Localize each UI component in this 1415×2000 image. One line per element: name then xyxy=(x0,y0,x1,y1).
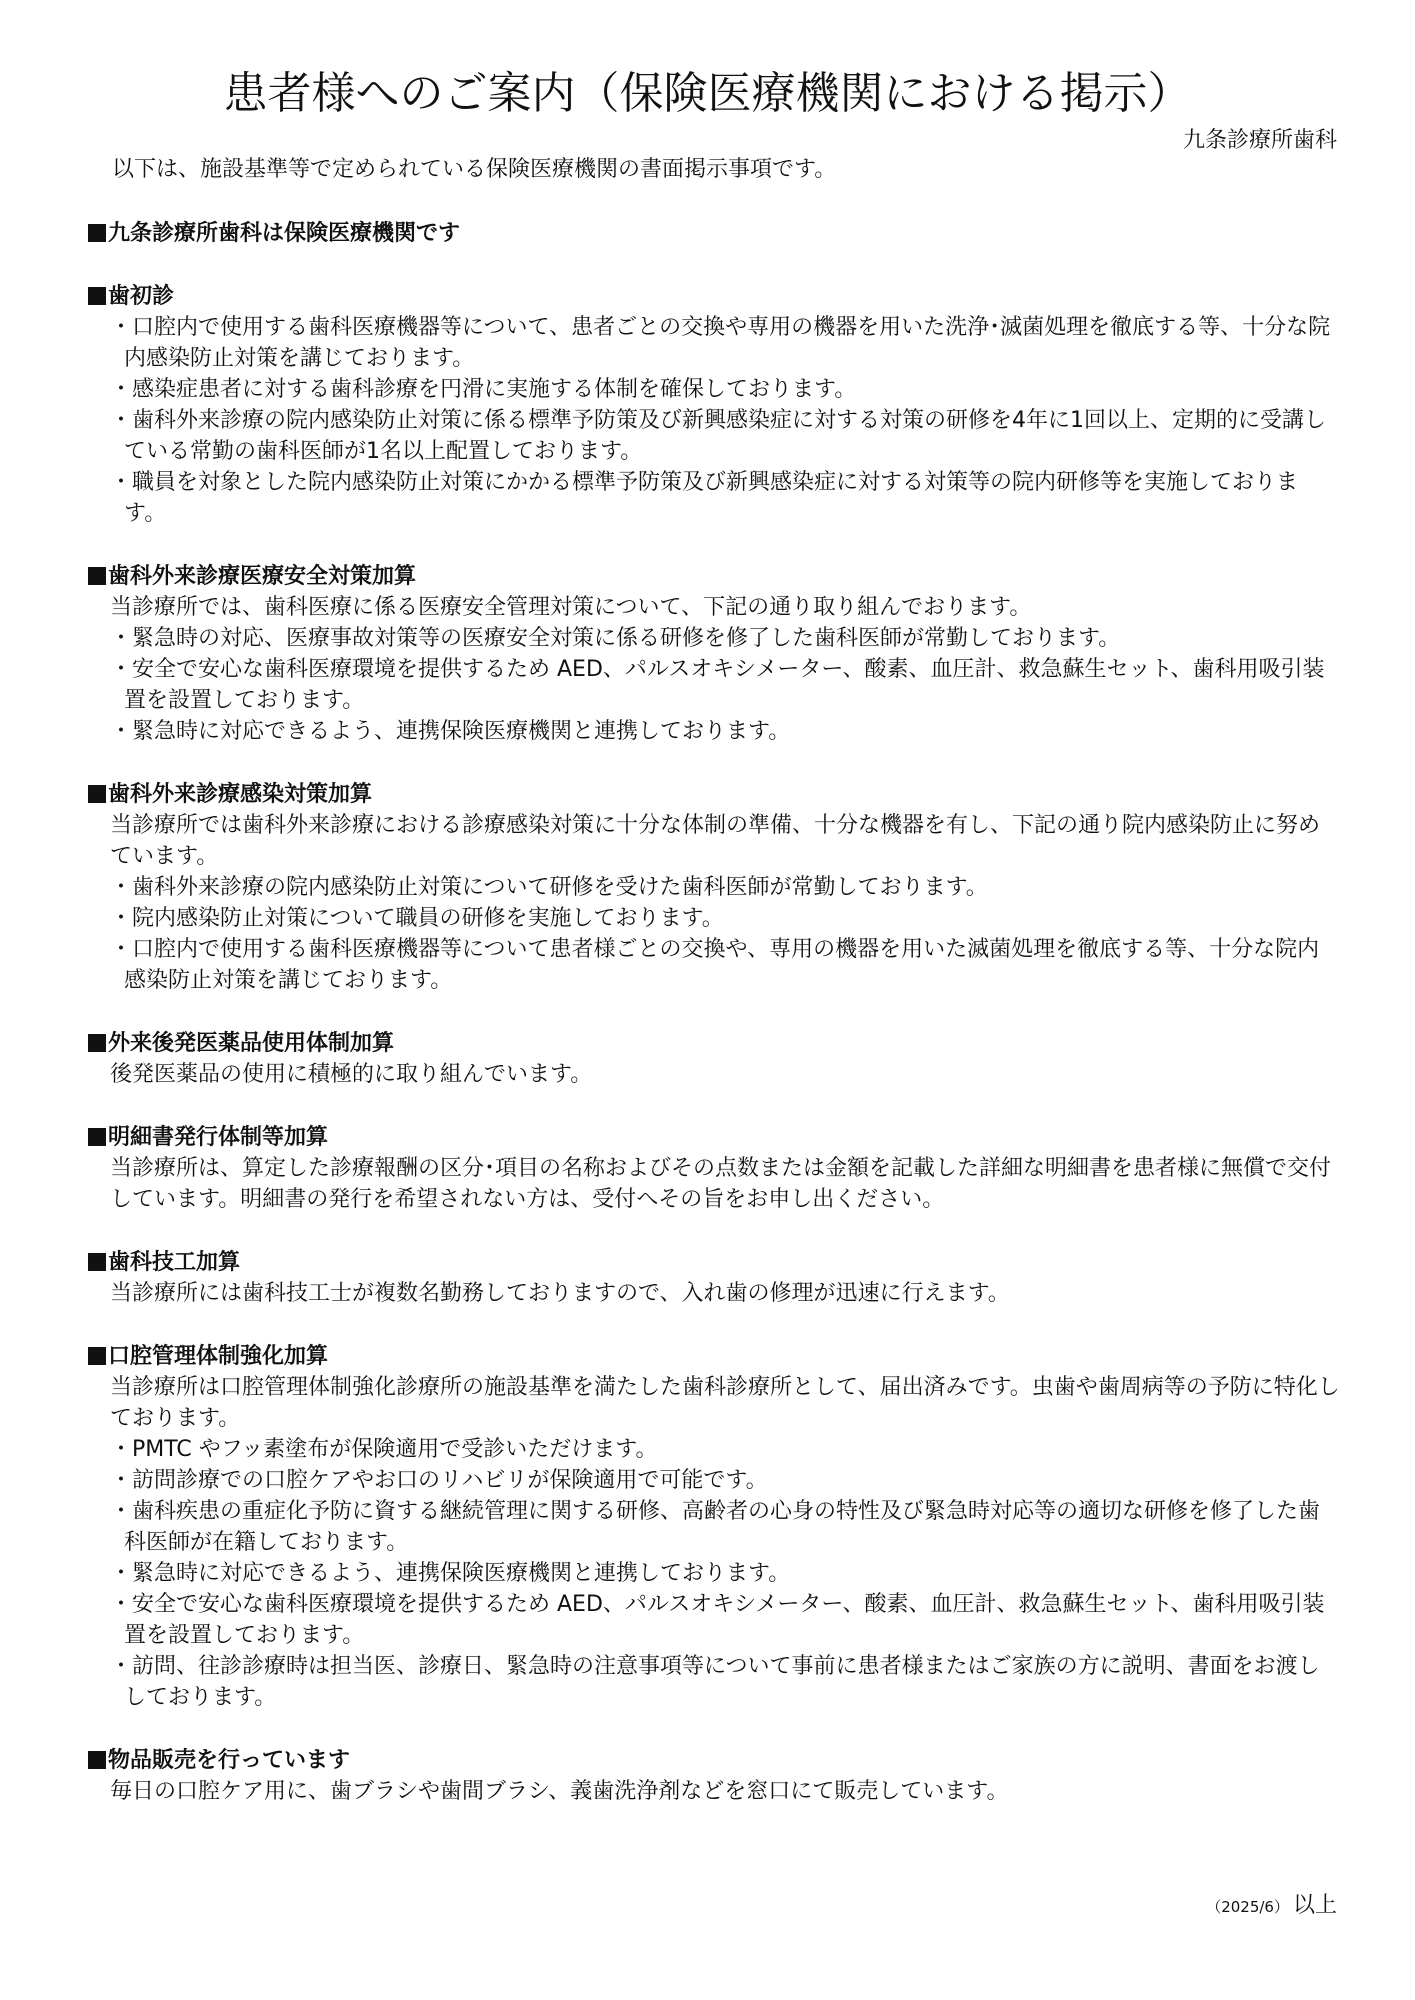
section-heading-text: 九条診療所歯科は保険医療機関です xyxy=(108,221,461,246)
footer-date: （2025/6） xyxy=(1206,1898,1289,1916)
footer xyxy=(1206,1891,1337,1922)
section-heading xyxy=(88,218,1340,249)
section-paragraph: 後発医薬品の使用に積極的に取り組んでいます。 xyxy=(110,1062,593,1087)
bullet-item: ・口腔内で使用する歯科医療機器等について患者様ごとの交換や、専用の機器を用いた滅菌処理を徹底する等、十分な院内感染防止対策を講じております。 xyxy=(110,937,1320,993)
black-square-icon xyxy=(88,224,106,242)
bullet-item: ・安全で安心な歯科医療環境を提供するため AED、パルスオキシメーター、酸素、血圧計、救急蘇生セット、歯科用吸引装置を設置しております。 xyxy=(110,657,1325,713)
section xyxy=(88,1247,1340,1309)
black-square-icon xyxy=(88,785,106,803)
section-paragraph: 当診療所は、算定した診療報酬の区分･項目の名称およびその点数または金額を記載した詳細な明細書を患者様に無償で交付しています。明細書の発行を希望されない方は、受付へその旨をお申し出ください。 xyxy=(110,1156,1332,1212)
bullet-item: ・訪問診療での口腔ケアやお口のリハビリが保険適用で可能です。 xyxy=(110,1468,768,1493)
section-heading xyxy=(88,561,1340,592)
bullet-item: ・院内感染防止対策について職員の研修を実施しております。 xyxy=(110,906,724,931)
section xyxy=(88,1122,1340,1215)
bullet-item: ・緊急時の対応、医療事故対策等の医療安全対策に係る研修を修了した歯科医師が常勤しております。 xyxy=(110,626,1121,651)
bullet-item: ・歯科疾患の重症化予防に資する継続管理に関する研修、高齢者の心身の特性及び緊急時対応等の適切な研修を修了した歯科医師が在籍しております。 xyxy=(110,1499,1321,1555)
black-square-icon xyxy=(88,1347,106,1365)
section-heading-text: 口腔管理体制強化加算 xyxy=(108,1344,329,1369)
section-heading xyxy=(88,281,1340,312)
section-paragraph: 毎日の口腔ケア用に、歯ブラシや歯間ブラシ、義歯洗浄剤などを窓口にて販売しています。 xyxy=(110,1779,1009,1804)
section-heading xyxy=(88,1745,1340,1776)
section xyxy=(88,1028,1340,1090)
section-heading-text: 歯科外来診療医療安全対策加算 xyxy=(108,564,417,589)
section-paragraph: 当診療所には歯科技工士が複数名勤務しておりますので、入れ歯の修理が迅速に行えます。 xyxy=(110,1281,1010,1306)
bullet-item: ・安全で安心な歯科医療環境を提供するため AED、パルスオキシメーター、酸素、血圧計、救急蘇生セット、歯科用吸引装置を設置しております。 xyxy=(110,1592,1325,1648)
bullet-item: ・歯科外来診療の院内感染防止対策について研修を受けた歯科医師が常勤しております。 xyxy=(110,875,988,900)
bullet-item: ・歯科外来診療の院内感染防止対策に係る標準予防策及び新興感染症に対する対策の研修を4年に1回以上、定期的に受講している常勤の歯科医師が1名以上配置しております。 xyxy=(110,408,1326,464)
section xyxy=(88,1341,1340,1713)
section-paragraph: 当診療所は口腔管理体制強化診療所の施設基準を満たした歯科診療所として、届出済みです。虫歯や歯周病等の予防に特化しております。 xyxy=(110,1375,1340,1431)
section-heading-text: 歯初診 xyxy=(108,284,175,309)
bullet-item: ・訪問、往診診療時は担当医、診療日、緊急時の注意事項等について事前に患者様またはご家族の方に説明、書面をお渡ししております。 xyxy=(110,1654,1320,1710)
section-heading xyxy=(88,1247,1340,1278)
black-square-icon xyxy=(88,1034,106,1052)
section-heading xyxy=(88,1341,1340,1372)
black-square-icon xyxy=(88,1253,106,1271)
sections-container xyxy=(88,218,1340,1839)
section xyxy=(88,218,1340,249)
section-heading xyxy=(88,779,1340,810)
bullet-item: ・感染症患者に対する歯科診療を円滑に実施する体制を確保しております。 xyxy=(110,377,857,402)
footer-end-mark: 以上 xyxy=(1292,1893,1337,1918)
section-heading-text: 外来後発医薬品使用体制加算 xyxy=(108,1031,395,1056)
bullet-item: ・職員を対象とした院内感染防止対策にかかる標準予防策及び新興感染症に対する対策等の院内研修等を実施しております。 xyxy=(110,470,1299,526)
intro-text: 以下は、施設基準等で定められている保険医療機関の書面掲示事項です。 xyxy=(112,157,837,182)
black-square-icon xyxy=(88,567,106,585)
bullet-item: ・口腔内で使用する歯科医療機器等について、患者ごとの交換や専用の機器を用いた洗浄･滅菌処理を徹底する等、十分な院内感染防止対策を講じております。 xyxy=(110,315,1331,371)
section xyxy=(88,779,1340,996)
section-paragraph: 当診療所では、歯科医療に係る医療安全管理対策について、下記の通り取り組んでおります。 xyxy=(110,595,1032,620)
clinic-name: 九条診療所歯科 xyxy=(1182,128,1337,153)
section-paragraph: 当診療所では歯科外来診療における診療感染対策に十分な体制の準備、十分な機器を有し、下記の通り院内感染防止に努めています。 xyxy=(110,813,1321,869)
section-heading xyxy=(88,1122,1340,1153)
bullet-item: ・PMTC やフッ素塗布が保険適用で受診いただけます。 xyxy=(110,1437,658,1462)
section-heading-text: 物品販売を行っています xyxy=(108,1748,351,1773)
bullet-item: ・緊急時に対応できるよう、連携保険医療機関と連携しております。 xyxy=(110,1561,791,1586)
section-heading-text: 明細書発行体制等加算 xyxy=(108,1125,329,1150)
bullet-item: ・緊急時に対応できるよう、連携保険医療機関と連携しております。 xyxy=(110,719,791,744)
black-square-icon xyxy=(88,1751,106,1769)
section xyxy=(88,1745,1340,1807)
section-heading xyxy=(88,1028,1340,1059)
black-square-icon xyxy=(88,1128,106,1146)
section-heading-text: 歯科技工加算 xyxy=(108,1250,241,1275)
section-heading-text: 歯科外来診療感染対策加算 xyxy=(108,782,373,807)
section xyxy=(88,281,1340,529)
section xyxy=(88,561,1340,747)
page-title: 患者様へのご案内（保険医療機関における掲示） xyxy=(223,68,1192,119)
black-square-icon xyxy=(88,287,106,305)
